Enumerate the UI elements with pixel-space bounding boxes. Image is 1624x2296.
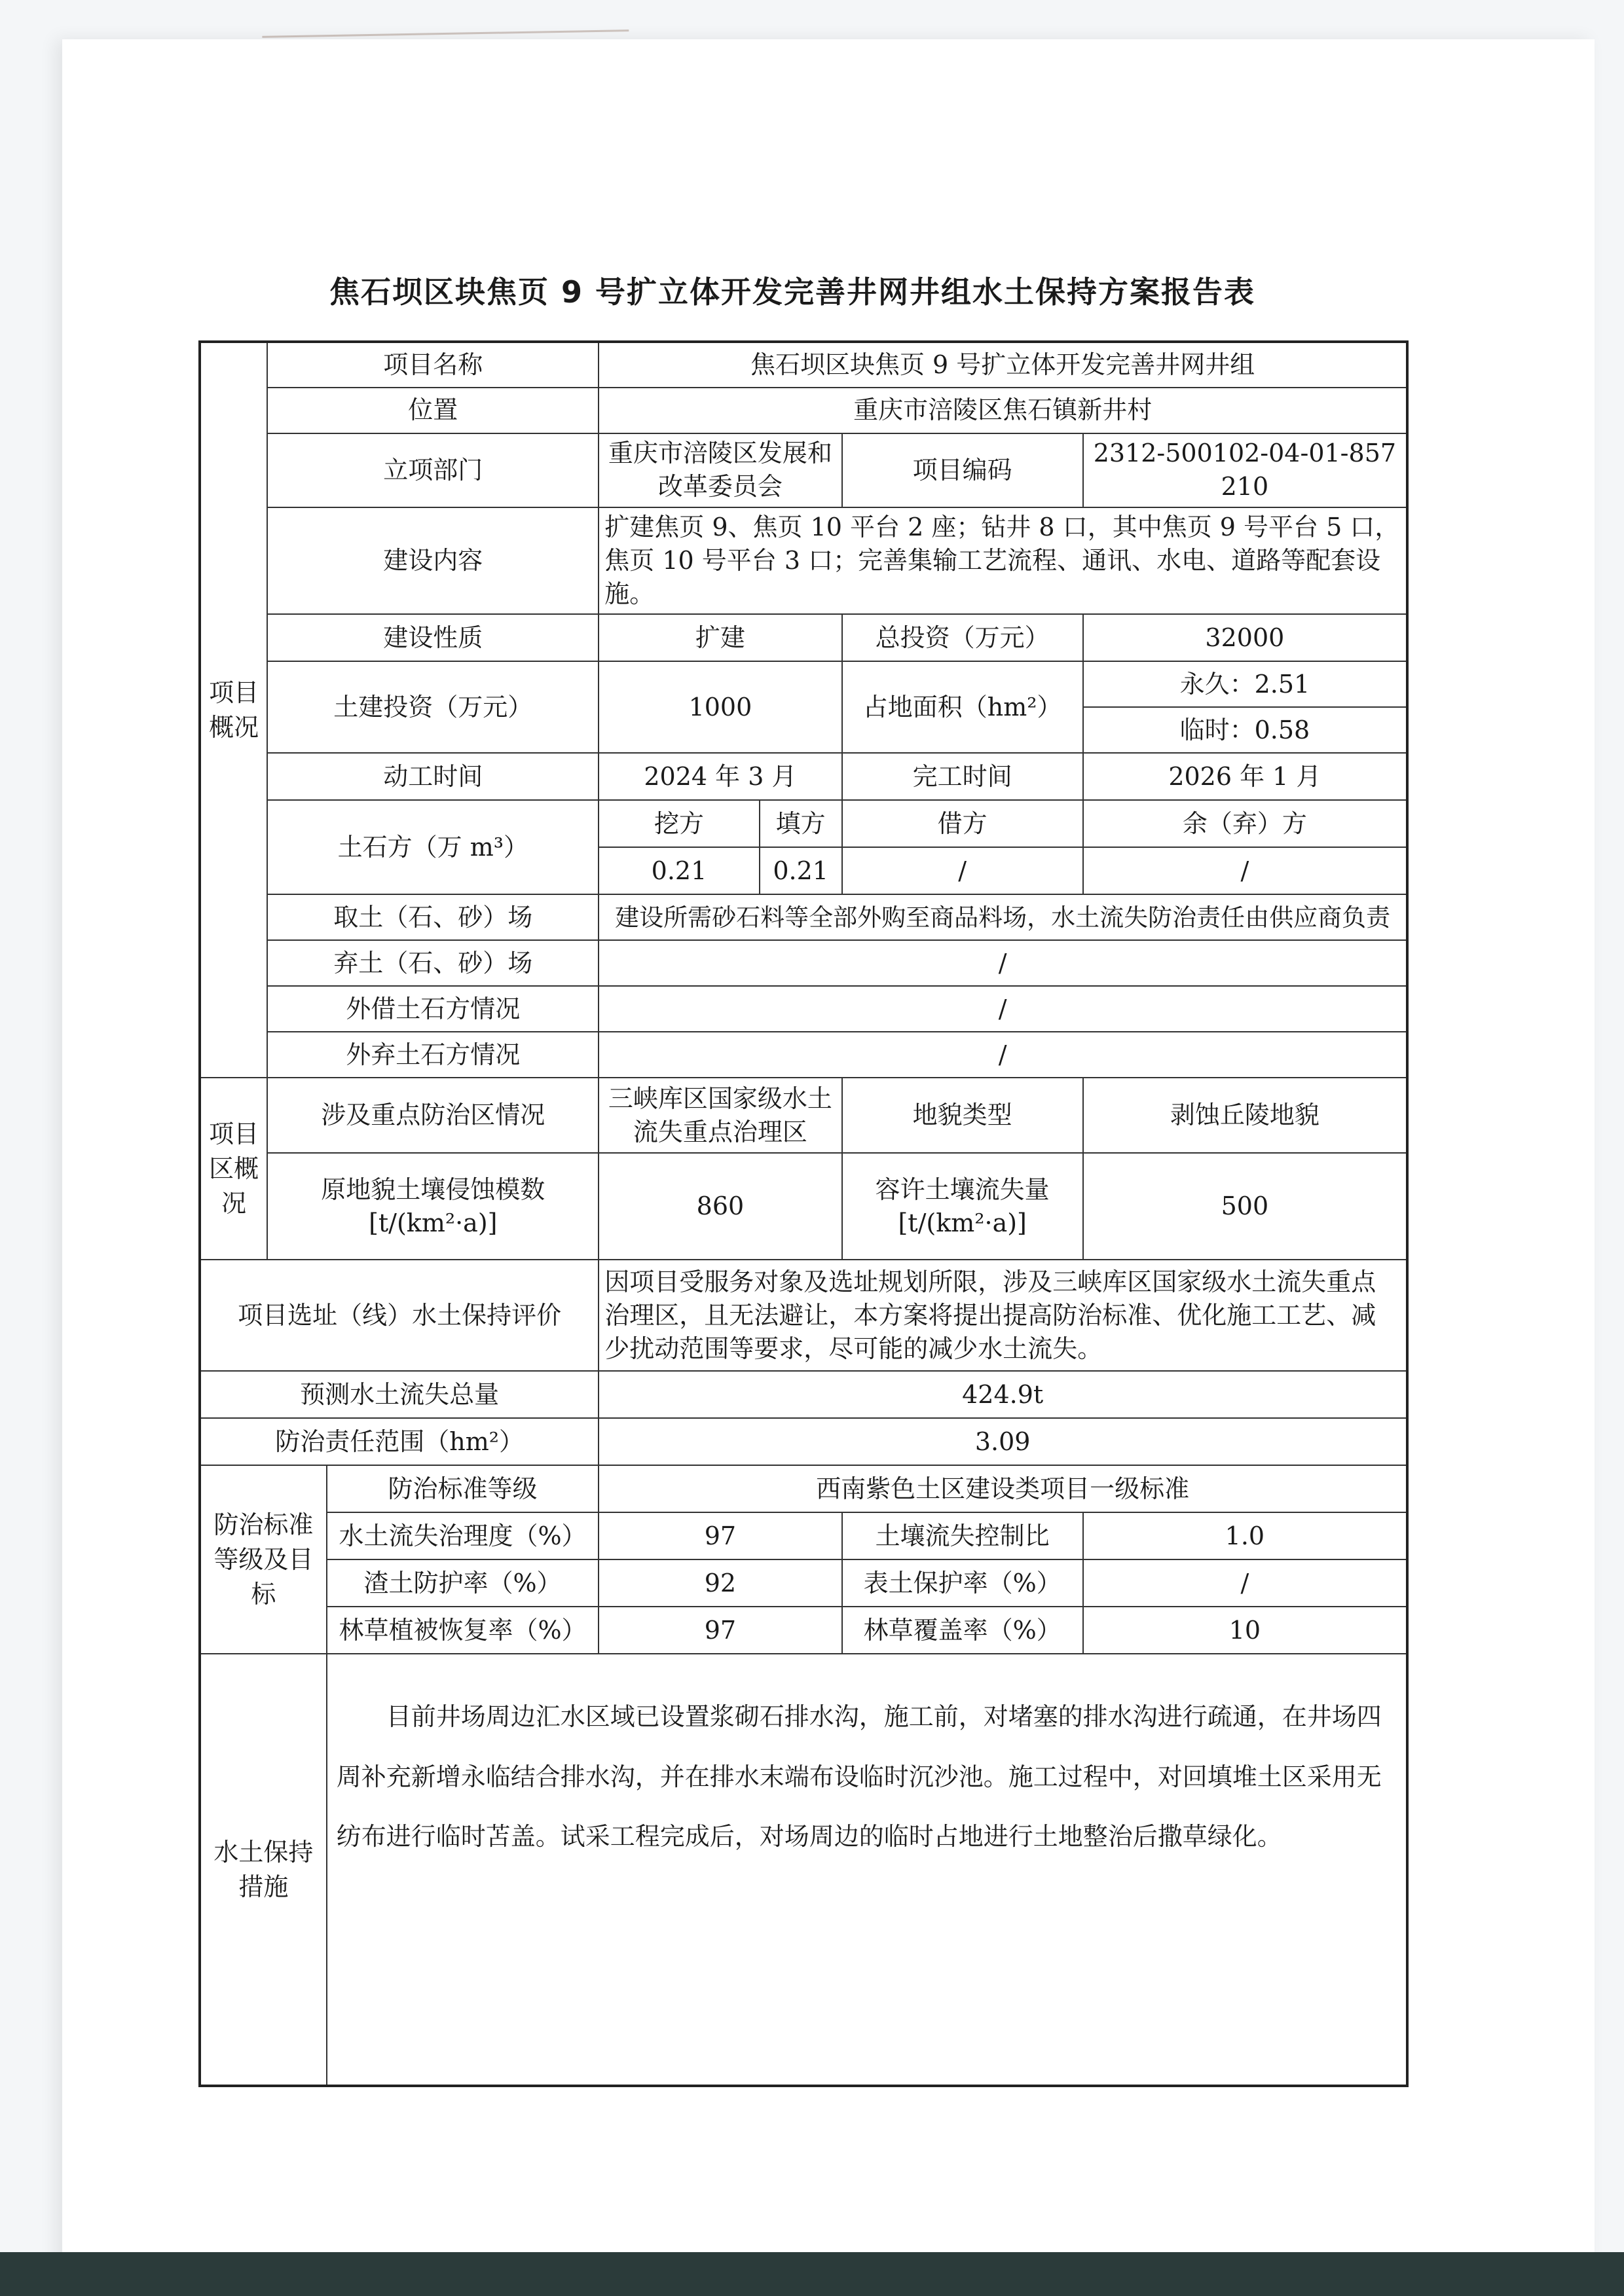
resp-label: 防治责任范围（hm²） [200,1418,599,1465]
civil-label: 土建投资（万元） [267,661,599,753]
allow-label: 容许土壤流失量[t/(km²·a)] [842,1153,1083,1260]
content-value: 扩建焦页 9、焦页 10 平台 2 座；钻井 8 口，其中焦页 9 号平台 5 口，焦页 10 号平台 3 口；完善集输工艺流程、通讯、水电、道路等配套设施。 [599,507,1407,615]
grade-value: 西南紫色土区建设类项目一级标准 [599,1465,1407,1512]
fill-value: 0.21 [760,847,842,894]
spoil-value: / [1083,847,1407,894]
area-label: 占地面积（hm²） [842,661,1083,753]
borrow-label: 借方 [842,800,1083,847]
section-measures: 水土保持措施 [200,1654,327,2086]
loss-label: 预测水土流失总量 [200,1371,599,1418]
area-permanent: 永久：2.51 [1083,661,1407,707]
start-value: 2024 年 3 月 [599,753,841,800]
cover-value: 10 [1083,1607,1407,1654]
site-value: 因项目受服务对象及选址规划所限，涉及三峡库区国家级水土流失重点治理区，且无法避让，本方案将提出提高防治标准、优化施工工艺、减少扰动范围等要求，尽可能的减少水土流失。 [599,1260,1407,1371]
nature-value: 扩建 [599,614,841,661]
name-value: 焦石坝区块焦页 9 号扩立体开发完善井网井组 [599,342,1407,388]
landform-label: 地貌类型 [842,1078,1083,1153]
allow-value: 500 [1083,1153,1407,1260]
site-label: 项目选址（线）水土保持评价 [200,1260,599,1371]
area-temporary: 临时：0.58 [1083,707,1407,753]
location-label: 位置 [267,388,599,433]
topsoil-value: / [1083,1559,1407,1607]
start-label: 动工时间 [267,753,599,800]
top-scrawl [262,3,629,38]
cover-label: 林草覆盖率（%） [842,1607,1083,1654]
section-project-overview: 项目概况 [200,342,267,1078]
end-value: 2026 年 1 月 [1083,753,1407,800]
measures-text: 目前井场周边汇水区域已设置浆砌石排水沟，施工前，对堵塞的排水沟进行疏通，在井场四周补充新增永临结合排水沟，并在排水末端布设临时沉沙池。施工过程中，对回填堆土区采用无纺布进行临时苫盖。试采工程完成后，对场周边的临时占地进行土地整治后撒草绿化。 [336,1702,1382,1851]
fill-label: 填方 [760,800,842,847]
document-title: 焦石坝区块焦页 9 号扩立体开发完善井网井组水土保持方案报告表 [329,274,1256,310]
erosion-value: 860 [599,1153,841,1260]
section-project-area-overview: 项目区概况 [200,1078,267,1260]
veg-value: 97 [599,1607,841,1654]
invest-label: 总投资（万元） [842,614,1083,661]
ext-spoil-value: / [599,1032,1407,1078]
code-value: 2312-500102-04-01-857210 [1083,433,1407,507]
code-label: 项目编码 [842,433,1083,507]
ext-spoil-label: 外弃土石方情况 [267,1032,599,1078]
control-label: 水土流失治理度（%） [327,1512,599,1559]
cut-value: 0.21 [599,847,759,894]
loss-value: 424.9t [599,1371,1407,1418]
borrow-value: / [842,847,1083,894]
ext-borrow-value: / [599,986,1407,1032]
control-value: 97 [599,1512,841,1559]
quarry-value: 建设所需砂石料等全部外购至商品料场，水土流失防治责任由供应商负责 [599,894,1407,940]
invest-value: 32000 [1083,614,1407,661]
scan-edge [0,2252,1624,2296]
soil-ratio-value: 1.0 [1083,1512,1407,1559]
measures-cell [327,1654,1407,2086]
name-label: 项目名称 [267,342,599,388]
approval-label: 立项部门 [267,433,599,507]
report-table [198,340,1409,2087]
cut-label: 挖方 [599,800,759,847]
slag-value: 92 [599,1559,841,1607]
approval-value: 重庆市涪陵区发展和改革委员会 [599,433,841,507]
grade-label: 防治标准等级 [327,1465,599,1512]
nature-label: 建设性质 [267,614,599,661]
veg-label: 林草植被恢复率（%） [327,1607,599,1654]
key-zone-value: 三峡库区国家级水土流失重点治理区 [599,1078,841,1153]
slag-label: 渣土防护率（%） [327,1559,599,1607]
end-label: 完工时间 [842,753,1083,800]
spoil-label: 余（弃）方 [1083,800,1407,847]
erosion-label: 原地貌土壤侵蚀模数[t/(km²·a)] [267,1153,599,1260]
section-standard: 防治标准等级及目标 [200,1465,327,1654]
key-zone-label: 涉及重点防治区情况 [267,1078,599,1153]
soil-ratio-label: 土壤流失控制比 [842,1512,1083,1559]
dump-value: / [599,940,1407,986]
ext-borrow-label: 外借土石方情况 [267,986,599,1032]
topsoil-label: 表土保护率（%） [842,1559,1083,1607]
location-value: 重庆市涪陵区焦石镇新井村 [599,388,1407,433]
dump-label: 弃土（石、砂）场 [267,940,599,986]
quarry-label: 取土（石、砂）场 [267,894,599,940]
earth-label: 土石方（万 m³） [267,800,599,894]
civil-value: 1000 [599,661,841,753]
resp-value: 3.09 [599,1418,1407,1465]
content-label: 建设内容 [267,507,599,615]
landform-value: 剥蚀丘陵地貌 [1083,1078,1407,1153]
